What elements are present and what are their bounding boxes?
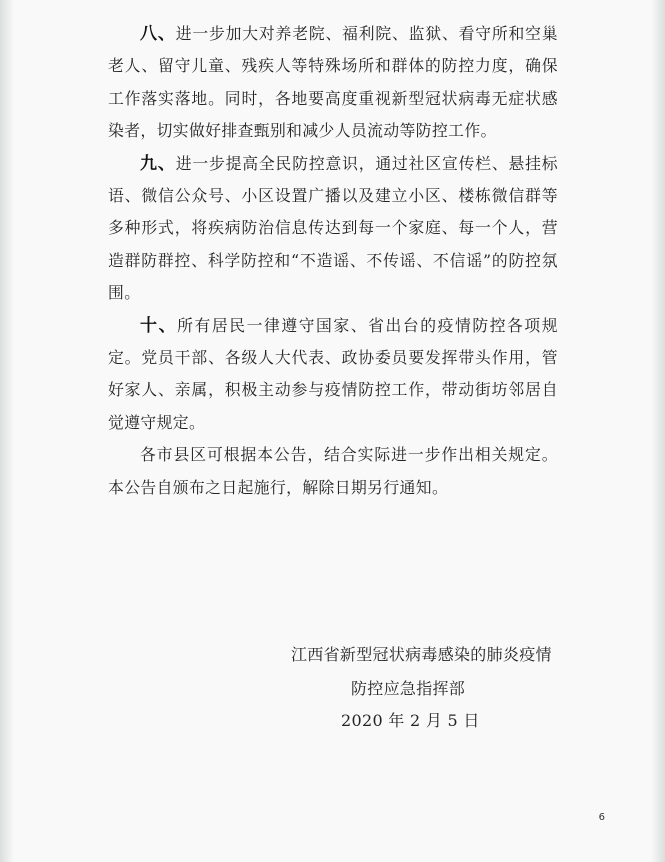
- issue-date: 2020 年 2 月 5 日: [341, 711, 480, 730]
- paragraph-text: 各市县区可根据本公告，结合实际进一步作出相关规定。本公告自颁布之日起施行，解除日期另行通知。: [108, 445, 558, 497]
- issuing-organization-line-1: 江西省新型冠状病毒感染的肺炎疫情: [291, 645, 552, 664]
- page-left-shadow: [0, 0, 14, 862]
- paragraph-eight: [108, 18, 558, 148]
- paragraph-number: 十、: [140, 315, 178, 336]
- document-body: [108, 18, 558, 504]
- paragraph-nine: [108, 148, 558, 310]
- page-right-shadow: [651, 0, 665, 862]
- paragraph-text: 进一步加大对养老院、福利院、监狱、看守所和空巢老人、留守儿童、残疾人等特殊场所和群体的防控力度，确保工作落实落地。同时，各地要高度重视新型冠状病毒无症状感染者，切实做好排查甄别和减少人员流动等防控工作。: [108, 24, 559, 141]
- closing-paragraph: [108, 439, 558, 504]
- issuing-organization-line-2: 防控应急指挥部: [351, 679, 466, 698]
- paragraph-number: 九、: [140, 153, 176, 174]
- paragraph-number: 八、: [140, 24, 176, 44]
- paragraph-ten: [108, 310, 558, 440]
- paragraph-text: 进一步提高全民防控意识，通过社区宣传栏、悬挂标语、微信公众号、小区设置广播以及建立小区、楼栋微信群等多种形式，将疾病防治信息传达到每一个家庭、每一个人，营造群防群控、科学防控和“不造谣、不传谣、不信谣”的防控氛围。: [108, 153, 559, 303]
- page-number: 6: [598, 812, 605, 823]
- paragraph-text: 所有居民一律遵守国家、省出台的疫情防控各项规定。党员干部、各级人大代表、政协委员要发挥带头作用，管好家人、亲属，积极主动参与疫情防控工作，带动街坊邻居自觉遵守规定。: [108, 315, 558, 432]
